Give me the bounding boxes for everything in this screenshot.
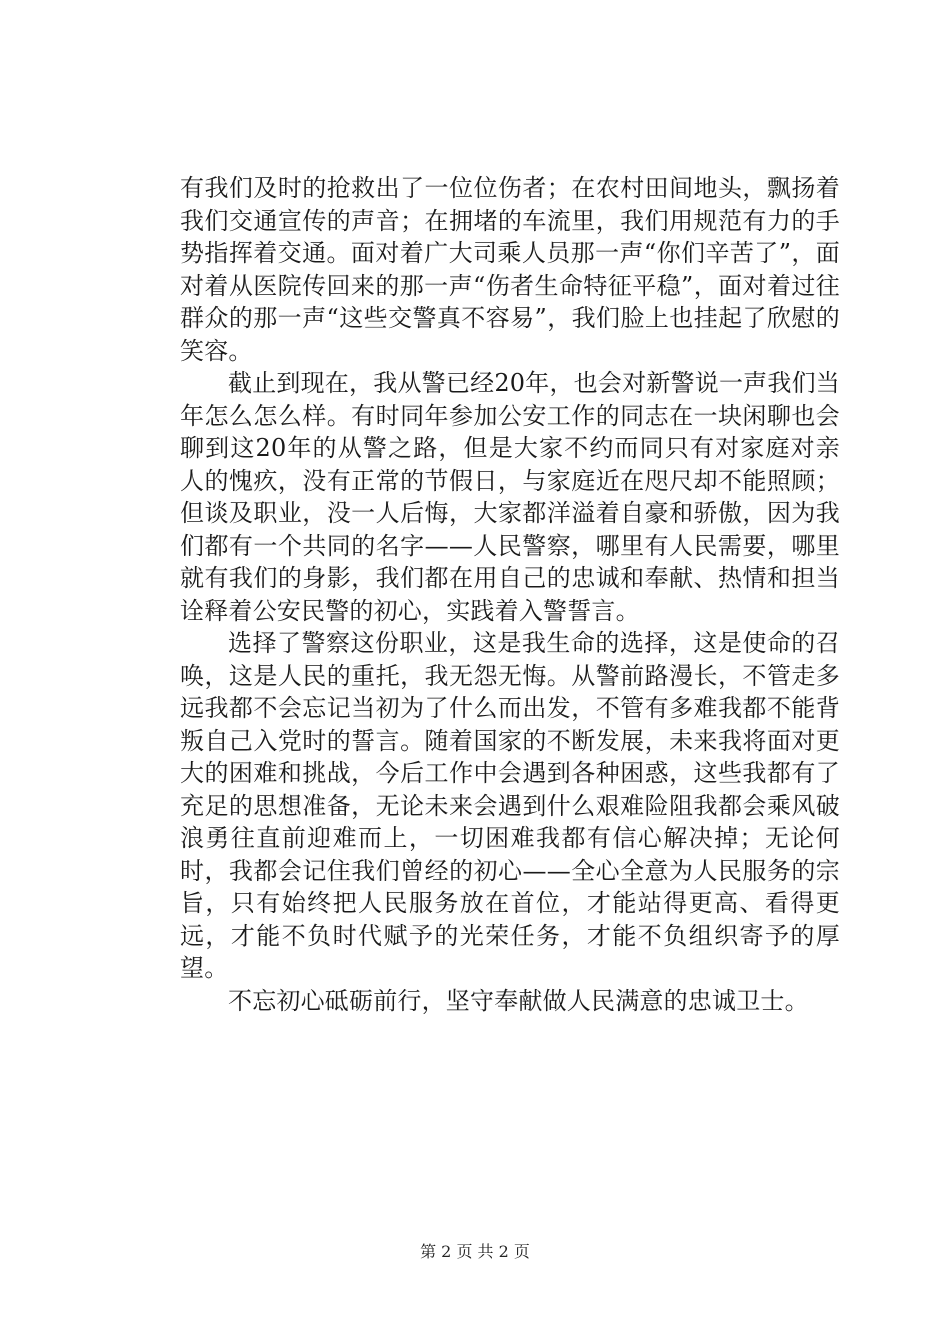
paragraph-2: 截止到现在，我从警已经20年，也会对新警说一声我们当年怎么怎么样。有时同年参加公安工作的同志在一块闲聊也会聊到这20年的从警之路，但是大家不约而同只有对家庭对亲人的愧疚，没有正常的节假日，与家庭近在咫尺却不能照顾；但谈及职业，没一人后悔，大家都洋溢着自豪和骄傲，因为我们都有一个共同的名字——人民警察，哪里有人民需要，哪里就有我们的身影，我们都在用自己的忠诚和奉献、热情和担当诠释着公安民警的初心，实践着入警誓言。 xyxy=(180,369,840,625)
paragraph-4: 不忘初心砥砺前行，坚守奉献做人民满意的忠诚卫士。 xyxy=(228,986,809,1015)
document-body xyxy=(180,172,840,1017)
paragraph-1: 有我们及时的抢救出了一位位伤者；在农村田间地头，飘扬着我们交通宣传的声音；在拥堵的车流里，我们用规范有力的手势指挥着交通。面对着广大司乘人员那一声“你们辛苦了”，面对着从医院传回来的那一声“伤者生命特征平稳”，面对着过往群众的那一声“这些交警真不容易”，我们脸上也挂起了欣慰的笑容。 xyxy=(180,174,840,365)
page-number-footer: 第 2 页 共 2 页 xyxy=(420,1242,530,1261)
paragraph-3: 选择了警察这份职业，这是我生命的选择，这是使命的召唤，这是人民的重托，我无怨无悔。从警前路漫长，不管走多远我都不会忘记当初为了什么而出发，不管有多难我都不能背叛自己入党时的誓言。随着国家的不断发展，未来我将面对更大的困难和挑战，今后工作中会遇到各种困惑，这些我都有了充足的思想准备，无论未来会遇到什么艰难险阻我都会乘风破浪勇往直前迎难而上，一切困难我都有信心解决掉；无论何时，我都会记住我们曾经的初心——全心全意为人民服务的宗旨，只有始终把人民服务放在首位，才能站得更高、看得更远，才能不负时代赋予的光荣任务，才能不负组织寄予的厚望。 xyxy=(180,629,840,982)
